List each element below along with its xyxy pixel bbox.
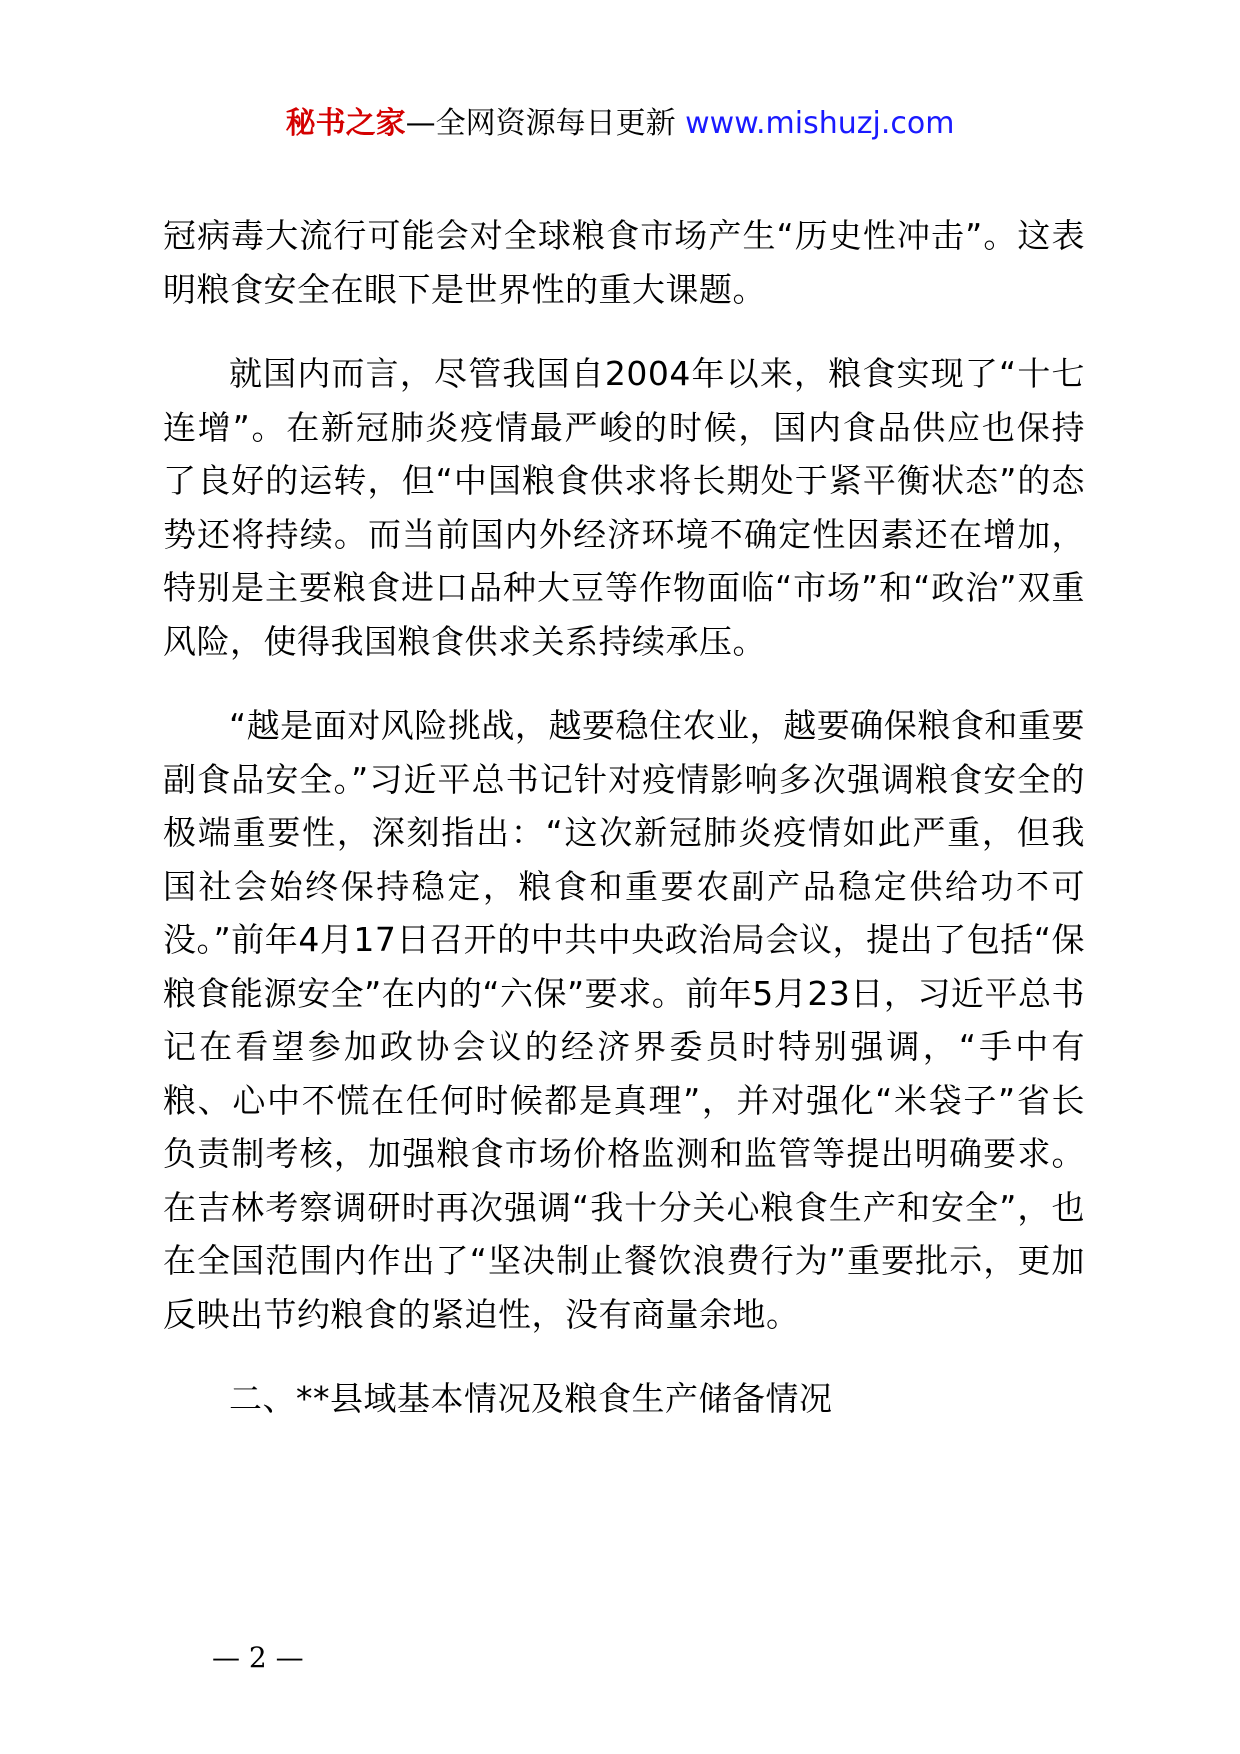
site-header	[0, 104, 1240, 144]
page-number: — 2 —	[212, 1641, 304, 1674]
paragraph-continuation: 冠病毒大流行可能会对全球粮食市场产生“历史性冲击”。这表明粮食安全在眼下是世界性的重大课题。	[163, 216, 1085, 309]
site-url-link[interactable]: www.mishuzj.com	[685, 106, 955, 141]
section-heading: 二、**县域基本情况及粮食生产储备情况	[229, 1379, 833, 1418]
paragraph-leadership-quotes: “越是面对风险挑战，越要稳住农业，越要确保粮食和重要副食品安全。”习近平总书记针对疫情影响多次强调粮食安全的极端重要性，深刻指出：“这次新冠肺炎疫情如此严重，但我国社会始终保持稳定，粮食和重要农副产品稳定供给功不可没。”前年4月17日召开的中共中央政治局会议，提出了包括“保粮食能源安全”在内的“六保”要求。前年5月23日，习近平总书记在看望参加政协会议的经济界委员时特别强调，“手中有粮、心中不慌在任何时候都是真理”，并对强化“米袋子”省长负责制考核，加强粮食市场价格监测和监管等提出明确要求。在吉林考察调研时再次强调“我十分关心粮食生产和安全”，也在全国范围内作出了“坚决制止餐饮浪费行为”重要批示，更加反映出节约粮食的紧迫性，没有商量余地。	[163, 706, 1085, 1334]
document-body	[163, 209, 1085, 1426]
site-tagline: —全网资源每日更新	[405, 106, 676, 141]
paragraph-domestic-situation: 就国内而言，尽管我国自2004年以来，粮食实现了“十七连增”。在新冠肺炎疫情最严峻的时候，国内食品供应也保持了良好的运转，但“中国粮食供求将长期处于紧平衡状态”的态势还将持续。而当前国内外经济环境不确定性因素还在增加，特别是主要粮食进口品种大豆等作物面临“市场”和“政治”双重风险，使得我国粮食供求关系持续承压。	[163, 354, 1085, 661]
site-brand: 秘书之家	[285, 106, 406, 141]
